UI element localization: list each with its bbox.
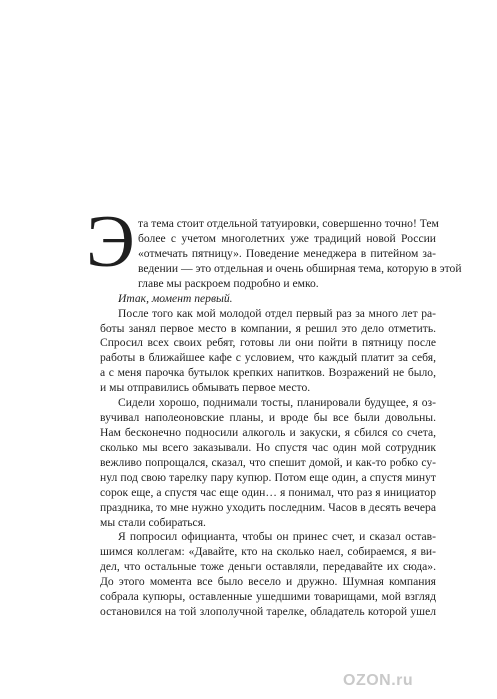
text-line: сорок еще, а спустя час еще один… я понимал, что раз я инициатор: [100, 485, 436, 499]
italic-line: Итак, момент первый.: [118, 291, 233, 305]
text-line: и мы отправились обмывать первое место.: [100, 381, 311, 395]
text-line: «отмечать пятницу». Поведение менеджера в питейном за-: [138, 246, 436, 260]
text-line: Нам бесконечно подносили алкоголь и закуски, я сбился со счета,: [100, 425, 436, 439]
text-line: более с учетом многолетних уже традиций новой России: [138, 231, 436, 245]
text-line: После того как мой молодой отдел первый раз за много лет ра-: [118, 306, 436, 320]
text-line: сколько мы всего заказывали. Но спустя час один мой сотрудник: [100, 440, 436, 454]
text-line: праздника, то мне нужно уходить последним. Часов в десять вечера: [100, 500, 436, 514]
text-line: работы в ближайшее кафе с условием, что каждый платит за себя,: [100, 351, 436, 365]
text-line: дел, что остальные тоже деньги оставляли, передавайте их сюда».: [100, 560, 436, 574]
text-line: До этого момента все было весело и дружно. Шумная компания: [100, 575, 436, 589]
text-line: вежливо попрощался, сказал, что спешит домой, и как-то робко су-: [100, 455, 436, 469]
text-line: вучивал наполеоновские планы, и вроде бы все были довольны.: [100, 411, 436, 424]
text-line: Спросил всех своих ребят, готовы ли они пойти в пятницу после: [100, 336, 436, 350]
text-line: главе мы раскроем подробно и емко.: [138, 276, 319, 290]
text-line: нул под свою тарелку пару купюр. Потом еще один, а спустя минут: [100, 470, 436, 484]
text-line: остановился на той злополучной тарелке, обладатель которой ушел: [100, 605, 436, 618]
text-line: та тема стоит отдельной татуировки, совершенно точно! Тем: [138, 217, 439, 230]
text-line: Сидели хорошо, поднимали тосты, планировали будущее, я оз-: [118, 396, 436, 410]
text-line: мы стали собираться.: [100, 515, 206, 529]
text-line: шимся коллегам: «Давайте, кто на сколько наел, собираемся, я ви-: [100, 545, 436, 559]
text-line: а с меня парочка бутылок крепких напитков. Возражений не было,: [100, 366, 436, 380]
text-line: Я попросил официанта, чтобы он принес счет, и сказал остав-: [118, 530, 436, 544]
ozon-watermark: OZON.ru: [343, 672, 414, 689]
text-line: ведении — это отдельная и очень обширная тема, которую в этой: [138, 261, 462, 275]
text-line: собрала купюры, оставленные ушедшими товарищами, мой взгляд: [100, 590, 436, 604]
text-line: боты занял первое место в компании, я решил это дело отметить.: [100, 321, 436, 335]
drop-cap: Э: [86, 201, 135, 283]
